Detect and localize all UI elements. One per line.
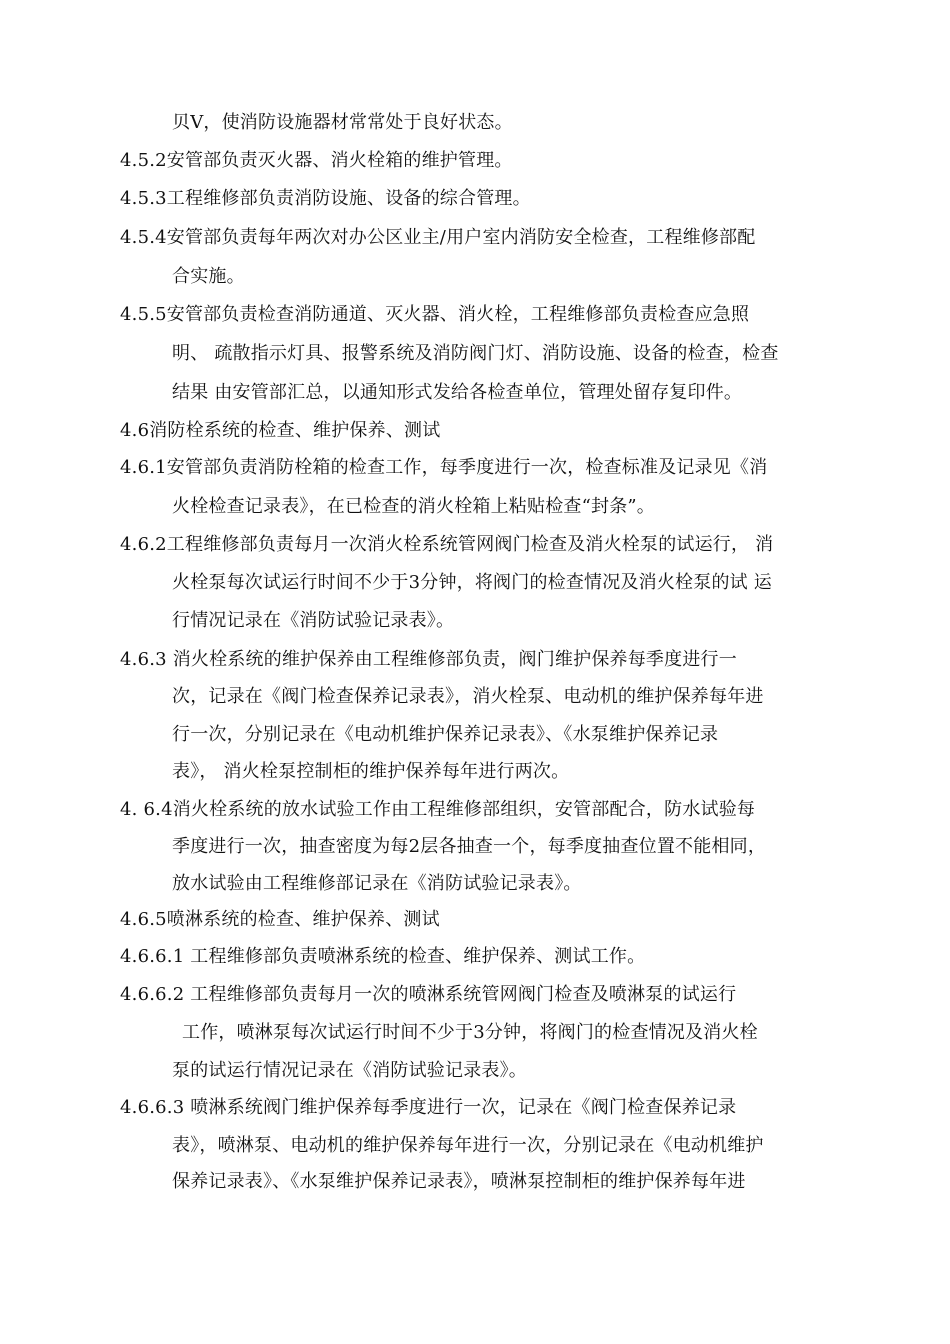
text-line: 结果 由安管部汇总，以通知形式发给各检查单位，管理处留存复印件。 (172, 382, 743, 403)
text-line: 火栓检查记录表》，在已检查的消火栓箱上粘贴检查“封条”。 (172, 496, 656, 517)
text-line: 4.6消防栓系统的检查、维护保养、测试 (120, 420, 441, 441)
text-line: 放水试验由工程维修部记录在《消防试验记录表》。 (172, 873, 582, 894)
text-line: 4.6.3 消火栓系统的维护保养由工程维修部负责，阀门维护保养每季度进行一 (120, 649, 737, 670)
text-line: 4.6.2工程维修部负责每月一次消火栓系统管网阀门检查及消火栓泵的试运行， 消 (120, 534, 774, 555)
text-line: 贝V，使消防设施器材常常处于良好状态。 (172, 112, 513, 133)
text-line: 4.5.3工程维修部负责消防设施、设备的综合管理。 (120, 188, 531, 209)
text-line: 工作，喷淋泵每次试运行时间不少于3分钟，将阀门的检查情况及消火栓 (182, 1022, 758, 1043)
text-line: 泵的试运行情况记录在《消防试验记录表》。 (172, 1060, 527, 1081)
text-line: 保养记录表》、《水泵维护保养记录表》，喷淋泵控制柜的维护保养每年进 (172, 1171, 746, 1192)
text-line: 季度进行一次，抽查密度为每2层各抽查一个，每季度抽查位置不能相同， (172, 836, 767, 857)
text-line: 火栓泵每次试运行时间不少于3分钟，将阀门的检查情况及消火栓泵的试 运 (172, 572, 772, 593)
text-line: 次，记录在《阀门检查保养记录表》，消火栓泵、电动机的维护保养每年进 (172, 686, 764, 707)
text-line: 4.6.5喷淋系统的检查、维护保养、测试 (120, 909, 440, 930)
text-line: 4.6.6.1 工程维修部负责喷淋系统的检查、维护保养、测试工作。 (120, 946, 646, 967)
text-line: 4.6.1安管部负责消防栓箱的检查工作，每季度进行一次，检查标准及记录见《消 (120, 457, 768, 478)
text-line: 4.5.5安管部负责检查消防通道、灭火器、消火栓，工程维修部负责检查应急照 (120, 304, 750, 325)
text-line: 表》，喷淋泵、电动机的维护保养每年进行一次，分别记录在《电动机维护 (172, 1135, 764, 1156)
text-line: 明、 疏散指示灯具、报警系统及消防阀门灯、消防设施、设备的检查，检查 (172, 343, 779, 364)
text-line: 合实施。 (172, 266, 245, 287)
text-line: 4.6.6.2 工程维修部负责每月一次的喷淋系统管网阀门检查及喷淋泵的试运行 (120, 984, 737, 1005)
text-line: 4. 6.4消火栓系统的放水试验工作由工程维修部组织，安管部配合，防水试验每 (120, 799, 756, 820)
text-line: 行一次，分别记录在《电动机维护保养记录表》、《水泵维护保养记录 (172, 724, 719, 745)
text-line: 4.5.4安管部负责每年两次对办公区业主/用户室内消防安全检查，工程维修部配 (120, 227, 756, 248)
text-line: 表》， 消火栓泵控制柜的维护保养每年进行两次。 (172, 761, 570, 782)
text-line: 4.6.6.3 喷淋系统阀门维护保养每季度进行一次，记录在《阀门检查保养记录 (120, 1097, 737, 1118)
text-line: 行情况记录在《消防试验记录表》。 (172, 610, 455, 631)
text-line: 4.5.2安管部负责灭火器、消火栓箱的维护管理。 (120, 150, 513, 171)
